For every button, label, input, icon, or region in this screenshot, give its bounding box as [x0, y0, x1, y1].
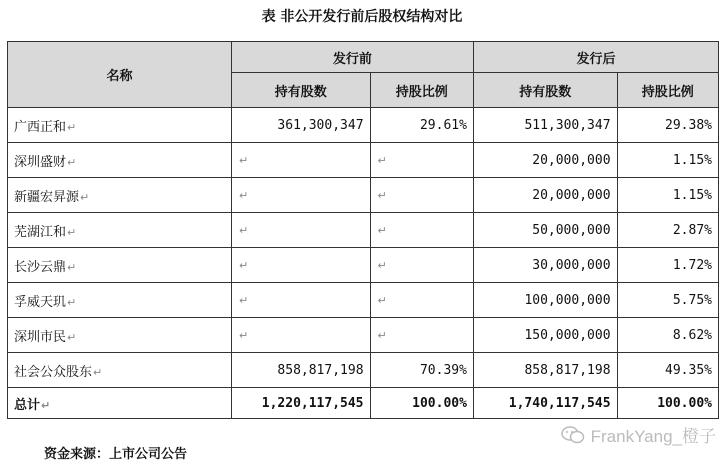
cell-before-shares: ↵	[231, 248, 370, 283]
cell-before-shares: ↵	[231, 283, 370, 318]
equity-structure-table	[7, 41, 719, 419]
cell-after-shares: 50,000,000	[473, 213, 617, 248]
cell-after-shares: 30,000,000	[473, 248, 617, 283]
cell-name: 孚威天玑↵	[8, 283, 232, 318]
header-name: 名称	[8, 42, 232, 108]
cell-name: 芜湖江和↵	[8, 213, 232, 248]
cell-name: 社会公众股东↵	[8, 353, 232, 388]
header-row-top	[8, 42, 719, 73]
cell-after-shares: 20,000,000	[473, 143, 617, 178]
watermark-text: FrankYang_橙子	[590, 427, 716, 446]
table-title: 表 非公开发行前后股权结构对比	[261, 9, 463, 25]
cell-before-ratio: ↵	[370, 318, 473, 353]
table-row	[8, 108, 719, 143]
table-row	[8, 283, 719, 318]
cell-after-shares: 858,817,198	[473, 353, 617, 388]
cell-after-shares: 511,300,347	[473, 108, 617, 143]
cell-before-ratio: ↵	[370, 143, 473, 178]
cell-before-shares: 361,300,347	[231, 108, 370, 143]
cell-before-ratio: ↵	[370, 283, 473, 318]
cell-after-ratio: 5.75%	[617, 283, 718, 318]
cell-before-ratio: 70.39%	[370, 353, 473, 388]
cell-after-ratio: 49.35%	[617, 353, 718, 388]
header-before-ratio: 持股比例	[370, 73, 473, 108]
cell-name: 深圳市民↵	[8, 318, 232, 353]
cell-before-ratio: 29.61%	[370, 108, 473, 143]
wechat-icon	[561, 426, 585, 444]
total-row	[8, 388, 719, 419]
cell-name: 深圳盛财↵	[8, 143, 232, 178]
watermark	[561, 422, 716, 447]
header-after-ratio: 持股比例	[617, 73, 718, 108]
table-row	[8, 178, 719, 213]
cell-after-ratio: 1.15%	[617, 178, 718, 213]
table-row	[8, 143, 719, 178]
cell-after-ratio: 100.00%	[617, 388, 718, 419]
cell-before-shares: ↵	[231, 318, 370, 353]
cell-before-ratio: ↵	[370, 213, 473, 248]
cell-after-ratio: 8.62%	[617, 318, 718, 353]
cell-after-shares: 150,000,000	[473, 318, 617, 353]
table-row	[8, 353, 719, 388]
cell-before-shares: ↵	[231, 213, 370, 248]
cell-before-shares: 1,220,117,545	[231, 388, 370, 419]
table-row	[8, 248, 719, 283]
cell-after-ratio: 1.72%	[617, 248, 718, 283]
cell-before-ratio: ↵	[370, 248, 473, 283]
table-row	[8, 318, 719, 353]
table-row	[8, 213, 719, 248]
cell-after-ratio: 2.87%	[617, 213, 718, 248]
cell-name: 广西正和↵	[8, 108, 232, 143]
cell-before-ratio: ↵	[370, 178, 473, 213]
cell-before-shares: 858,817,198	[231, 353, 370, 388]
cell-name: 总计↵	[8, 388, 232, 419]
cell-name: 长沙云鼎↵	[8, 248, 232, 283]
cell-after-shares: 1,740,117,545	[473, 388, 617, 419]
cell-before-shares: ↵	[231, 143, 370, 178]
cell-after-ratio: 1.15%	[617, 143, 718, 178]
cell-before-ratio: 100.00%	[370, 388, 473, 419]
header-after: 发行后	[473, 42, 718, 73]
source-note: 资金来源：上市公司公告	[44, 447, 188, 462]
cell-after-shares: 100,000,000	[473, 283, 617, 318]
cell-after-ratio: 29.38%	[617, 108, 718, 143]
cell-after-shares: 20,000,000	[473, 178, 617, 213]
cell-before-shares: ↵	[231, 178, 370, 213]
header-after-shares: 持有股数	[473, 73, 617, 108]
cell-name: 新疆宏昇源↵	[8, 178, 232, 213]
header-before-shares: 持有股数	[231, 73, 370, 108]
header-before: 发行前	[231, 42, 473, 73]
